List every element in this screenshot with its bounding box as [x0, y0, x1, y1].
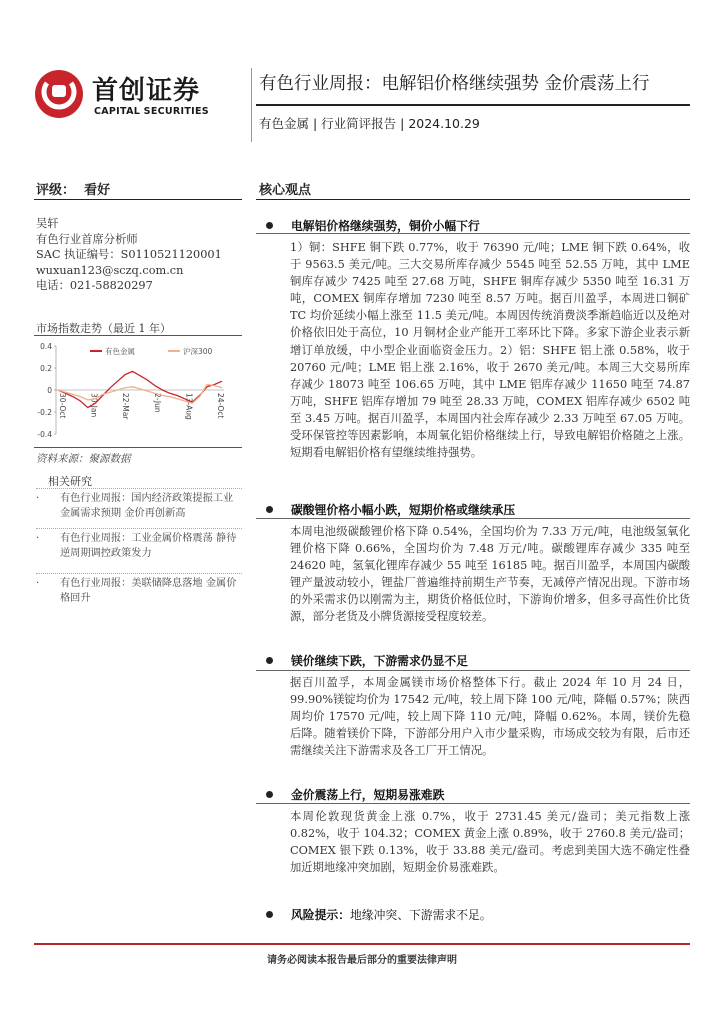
logo-name-en: CAPITAL SECURITIES: [94, 106, 209, 117]
chart-y-tick-label: -0.2: [37, 408, 52, 417]
related-divider: [36, 528, 242, 529]
section-divider: [256, 803, 690, 804]
section-heading-aluminum-copper: 电解铝价格继续强势，铜价小幅下行: [291, 219, 480, 233]
section-bullet: [266, 657, 273, 664]
header-divider-vertical: [251, 68, 252, 142]
core-views-title: 核心观点: [259, 183, 312, 198]
market-index-chart: [34, 338, 244, 448]
section-heading-lithium: 碳酸锂价格小幅小跌，短期价格或继续承压: [291, 503, 516, 517]
paragraph: 据百川盈孚，本周金属镁市场价格整体下行。截止 2024 年 10 月 24 日，99.90%镁锭均价为 17542 元/吨，较上周下降 100 元/吨，降幅 0.57%；陕西周均价 17570 元/吨，较上周下降 110 元/吨，降幅 0.62%。本周，镁价先稳后降。随着镁价下降，下游部分用户入市少量采购，市场成交较为有限，后市还需继续关注下游需求及各工厂开工情况。: [290, 676, 690, 758]
chart-y-tick-label: 0.4: [40, 342, 52, 351]
risk-warning: [291, 906, 492, 923]
related-item-dash: ·: [36, 493, 40, 504]
report-title: 有色行业周报：电解铝价格继续强势 金价震荡上行: [259, 74, 650, 94]
paragraph: 本周电池级碳酸锂价格下降 0.54%，全国均价为 7.33 万元/吨，电池级氢氧化锂价格下降 0.66%，全国均价为 7.48 万元/吨。碳酸锂库存减少 335 吨至 24620 吨，氢氧化锂库存减少 55 吨至 16185 吨。据百川盈孚，本周国内碳酸锂产量波动较小，锂盐厂普遍维持前期生产节奏，无减停产情况出现。下游市场的外采需求仍以刚需为主，期货价格低位时，下游询价增多，但多寻高性价比货源，部分老货及小牌货源接受程度较差。: [290, 525, 690, 624]
section-heading-gold: 金价震荡上行，短期易涨难跌: [291, 788, 445, 802]
section-divider: [256, 670, 690, 671]
rating-value: 看好: [84, 183, 111, 198]
analyst-phone: 电话：021-58820297: [36, 279, 153, 292]
company-logo: [34, 66, 244, 124]
section-bullet: [266, 791, 273, 798]
related-item[interactable]: [36, 491, 242, 521]
section-body-gold: [290, 808, 690, 876]
chart-legend-label: 沪深300: [183, 347, 213, 356]
paragraph: 本周伦敦现货黄金上涨 0.7%，收于 2731.45 美元/盎司；美元指数上涨 0.82%，收于 104.32；COMEX 黄金上涨 0.89%，收于 2760.8 美元/盎司；COMEX 银下跌 0.13%，收于 33.88 美元/盎司。考虑到美国大选不确定性叠加近期地缘冲突加剧，短期金价易涨难跌。: [290, 810, 690, 875]
legal-disclaimer[interactable]: 请务必阅读本报告最后部分的重要法律声明: [267, 955, 457, 966]
section-body-lithium: [290, 523, 690, 626]
section-heading-magnesium: 镁价继续下跌，下游需求仍显不足: [291, 654, 468, 668]
chart-source: 资料来源：聚源数据: [36, 453, 131, 465]
related-divider: [36, 573, 242, 574]
chart-bottom-rule: [34, 447, 242, 448]
analyst-email[interactable]: wuxuan123@sczq.com.cn: [36, 263, 184, 277]
related-item-text: 有色行业周报：国内经济政策提振工业金属需求预期 金价再创新高: [60, 493, 234, 519]
analyst-role: 有色行业首席分析师: [36, 232, 138, 246]
related-divider: [36, 488, 242, 489]
chart-x-tick-label: 2-Jun: [152, 393, 162, 413]
section-bullet: [266, 911, 273, 918]
related-item[interactable]: [36, 576, 242, 606]
report-meta: 有色金属 | 行业简评报告 | 2024.10.29: [259, 116, 480, 131]
analyst-sac: SAC 执证编号：S0110521120001: [36, 248, 222, 261]
rating: [36, 179, 110, 198]
footer-rule: [34, 943, 690, 945]
logo-name-cn: 首创证券: [92, 76, 201, 106]
chart-y-tick-label: 0: [47, 386, 52, 395]
chart-x-tick-label: 24-Oct: [216, 393, 225, 419]
related-item-text: 有色行业周报：美联储降息落地 金属价格回升: [60, 578, 237, 604]
chart-x-tick-label: 30-Oct: [58, 393, 67, 419]
risk-label: 风险提示：: [291, 908, 350, 922]
related-item-dash: ·: [36, 578, 40, 589]
related-item-dash: ·: [36, 533, 40, 544]
related-research-title: 相关研究: [48, 475, 92, 488]
header-divider: [256, 104, 690, 106]
chart-y-tick-label: -0.4: [37, 430, 52, 439]
section-divider: [256, 233, 690, 234]
chart-x-tick-label: 30-Jan: [89, 393, 99, 418]
capital-securities-logo-icon: [34, 69, 84, 119]
chart-series-line-csi300: [58, 385, 222, 404]
section-divider: [256, 518, 690, 519]
chart-x-tick-label: 22-Mar: [121, 393, 131, 420]
analyst-info: [36, 216, 222, 294]
paragraph: 1）铜：SHFE 铜下跌 0.77%，收于 76390 元/吨；LME 铜下跌 0.64%，收于 9563.5 美元/吨。三大交易所库存减少 5545 吨至 52.55 万吨，其中 LME 铜库存减少 7425 吨至 27.68 万吨，SHFE 铜库存减少 5350 吨至 16.31 万吨，COMEX 铜库存增加 7230 吨至 8.57 万吨。据百川盈孚，本周进口铜矿 TC 均价延续小幅上涨至 11.5 美元/吨。本周因传统消费淡季渐趋临近以及绝对价格依旧处于高位，10 月铜材企业产能开工率环比下降。多家下游企业表示新增订单放缓，中小型企业面临资金压力。2）铝：SHFE 铝上涨 0.58%，收于 20760 元/吨；LME 铝上涨 2.16%，收于 2670 美元/吨。本周三大交易所库存减少 18073 吨至 106.65 万吨，其中 LME 铝库存减少 11650 吨至 74.87 万吨，SHFE 铝库存增加 79 吨至 28.33 万吨，COMEX 铝库存减少 6502 吨至 3.45 万吨。据百川盈孚，本周国内社会库存减少 2.33 万吨至 67.05 万吨。受环保管控等因素影响，本周氧化铝价格继续上行，导致电解铝价格随之上涨。短期看电解铝价格有望继续维持强势。: [290, 241, 690, 460]
chart-title: 市场指数走势（最近 1 年）: [36, 322, 171, 335]
chart-legend-label: 有色金属: [105, 347, 135, 356]
analyst-name: 吴轩: [36, 217, 59, 230]
section-bullet: [266, 222, 273, 229]
related-item[interactable]: [36, 531, 242, 561]
chart-top-rule: [34, 335, 242, 336]
chart-y-tick-label: 0.2: [40, 364, 52, 373]
rating-label: 评级：: [36, 183, 76, 198]
right-section-divider: [256, 199, 690, 200]
section-body-magnesium: [290, 674, 690, 759]
section-body-aluminum-copper: [290, 239, 690, 461]
left-section-divider: [34, 199, 242, 200]
risk-text: 地缘冲突、下游需求不足。: [350, 908, 492, 922]
section-bullet: [266, 506, 273, 513]
related-item-text: 有色行业周报：工业金属价格震荡 静待逆周期调控政策发力: [60, 533, 237, 559]
chart-x-tick-label: 13-Aug: [184, 393, 194, 420]
